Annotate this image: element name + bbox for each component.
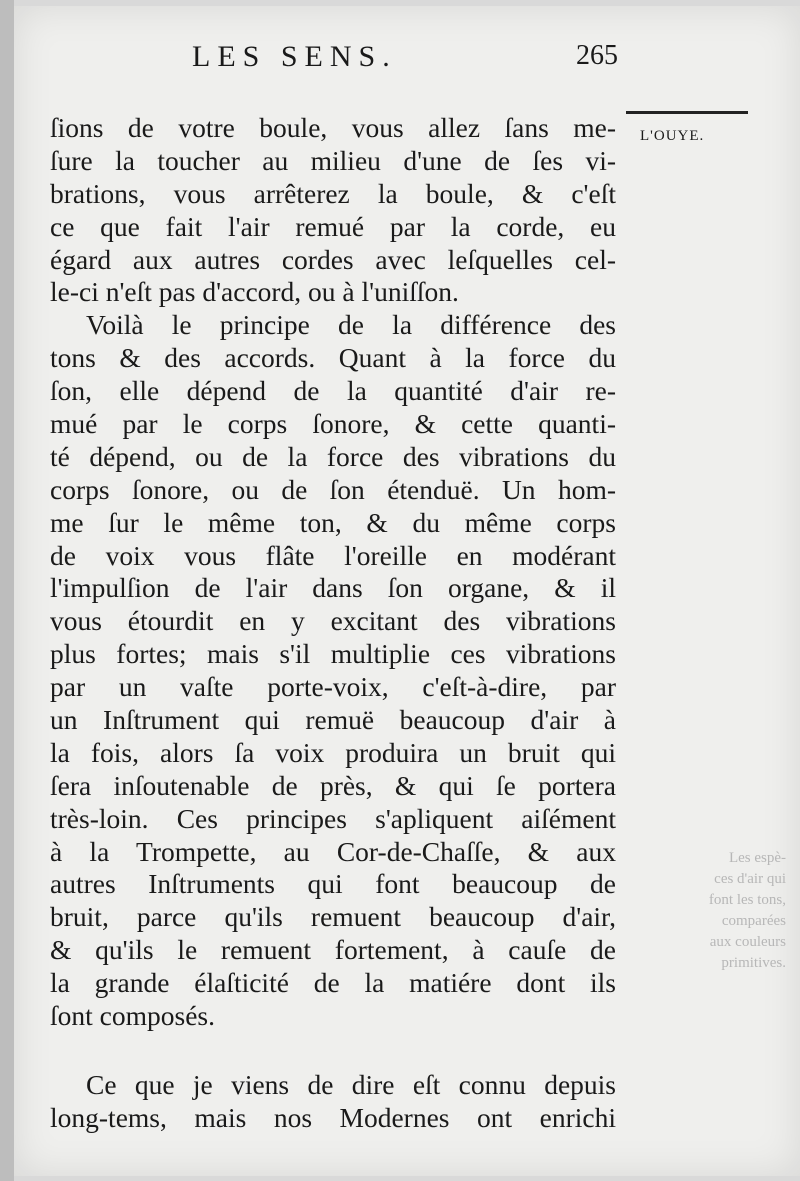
body-text <box>50 112 616 1135</box>
text-line: de voix vous flâte l'oreille en modérant <box>50 539 616 571</box>
text-line: Ce que je viens de dire eſt connu depuis <box>86 1068 616 1100</box>
bleed-line: aux couleurs <box>709 934 786 950</box>
text-line: le-ci n'eſt pas d'accord, ou à l'uniſſon. <box>50 276 459 308</box>
text-line: ſions de votre boule, vous allez ſans me- <box>50 112 616 143</box>
text-line: brations, vous arrêterez la boule, & c'eſt <box>50 177 616 209</box>
text-line: me ſur le même ton, & du même corps <box>50 506 616 538</box>
page-number: 265 <box>576 40 618 71</box>
text-line: autres Inſtruments qui font beaucoup de <box>50 868 616 900</box>
text-line: ſon, elle dépend de la quantité d'air re- <box>50 375 616 407</box>
bleed-through-note <box>636 848 786 974</box>
text-line: long-tems, mais nos Modernes ont enrichi <box>50 1101 616 1133</box>
bleed-line: ces d'air qui <box>714 871 786 887</box>
text-line: l'impulſion de l'air dans ſon organe, & il <box>50 572 616 604</box>
running-title: LES SENS. <box>192 40 397 73</box>
margin-label: L'OUYE. <box>640 128 705 144</box>
text-line: par un vaſte porte-voix, c'eſt-à-dire, par <box>50 671 616 703</box>
text-line: la fois, alors ſa voix produira un bruit qui <box>50 736 616 768</box>
text-line: mué par le corps ſonore, & cette quanti- <box>50 408 616 440</box>
text-line: un Inſtrument qui remuë beaucoup d'air à <box>50 704 616 736</box>
paragraph <box>50 1069 616 1135</box>
text-line: bruit, parce qu'ils remuent beaucoup d'air, <box>50 901 616 933</box>
text-line: ſure la toucher au milieu d'une de ſes vi- <box>50 144 616 176</box>
paragraph-gap <box>50 1033 616 1069</box>
text-line: té dépend, ou de la force des vibrations du <box>50 440 616 472</box>
page-left-edge <box>0 0 14 1181</box>
page-header <box>192 40 622 80</box>
text-line: ce que fait l'air remué par la corde, eu <box>50 210 616 242</box>
paragraph <box>50 309 616 1033</box>
text-line: la grande élaſticité de la matiére dont ils <box>50 967 616 999</box>
text-line: égard aux autres cordes avec leſquelles cel- <box>50 243 616 275</box>
text-line: ſont composés. <box>50 1000 215 1032</box>
bleed-line: Les espè- <box>728 850 786 866</box>
margin-rule <box>626 111 748 114</box>
text-line: plus fortes; mais s'il multiplie ces vibrations <box>50 638 616 670</box>
text-line: corps ſonore, ou de ſon étenduë. Un hom- <box>50 473 616 505</box>
text-line: ſera inſoutenable de près, & qui ſe portera <box>50 769 616 801</box>
text-line: à la Trompette, au Cor-de-Chaſſe, & aux <box>50 835 616 867</box>
text-line: & qu'ils le remuent fortement, à cauſe de <box>50 934 616 966</box>
text-line: vous étourdit en y excitant des vibrations <box>50 605 616 637</box>
bleed-line: primitives. <box>721 955 786 971</box>
bleed-line: comparées <box>721 913 786 929</box>
text-line: tons & des accords. Quant à la force du <box>50 342 616 374</box>
bleed-line: font les tons, <box>708 892 786 908</box>
text-line: très-loin. Ces principes s'apliquent aiſément <box>50 802 616 834</box>
paragraph <box>50 112 616 309</box>
text-line: Voilà le principe de la différence des <box>86 309 616 341</box>
